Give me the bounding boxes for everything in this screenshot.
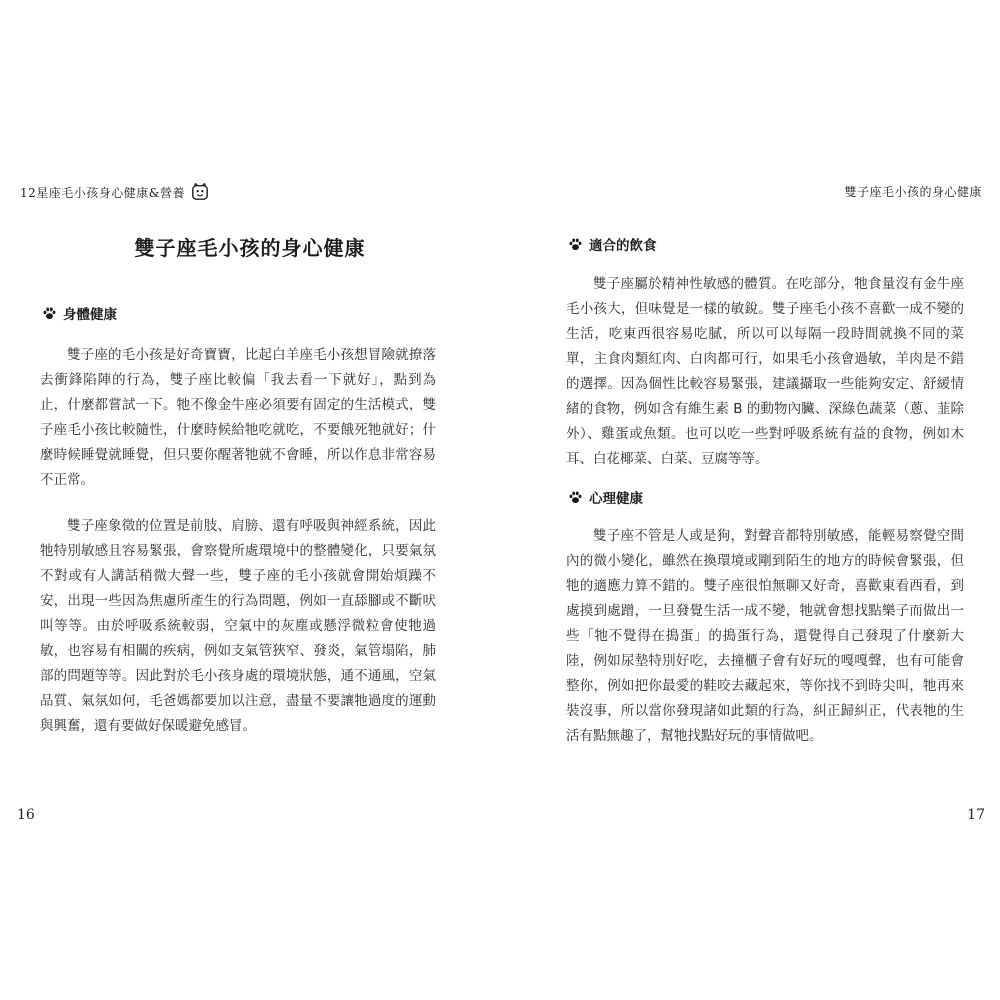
- section-heading-label: 適合的飲食: [589, 238, 657, 254]
- running-head-right: 雙子座毛小孩的身心健康: [844, 185, 982, 199]
- running-head-left: [20, 183, 209, 201]
- paw-icon: [42, 306, 57, 321]
- section-heading-label: 身體健康: [63, 307, 117, 323]
- section-heading-mental-health: [568, 487, 643, 507]
- paragraph: 雙子座不管是人或是狗，對聲音都特別敏感，能輕易察覺空間內的微小變化，雖然在換環境或剛到陌生的地方的時候會緊張，但牠的適應力算不錯的。雙子座很怕無聊又好奇，喜歡東看西看，到處摸到處蹭，一旦發覺生活一成不變，牠就會想找點樂子而做出一些「牠不覺得在搗蛋」的搗蛋行為，還覺得自己發現了什麼新大陸，例如尿墊特別好吃，去撞櫃子會有好玩的嘎嘎聲，也有可能會整你，例如把你最愛的鞋咬去藏起來，等你找不到時尖叫，牠再來裝沒事，所以當你發現諸如此類的行為，糾正歸糾正，代表牠的生活有點無趣了，幫牠找點好玩的事情做吧。: [566, 528, 964, 744]
- section-heading-body-health: [42, 303, 117, 323]
- paw-icon: [568, 490, 583, 505]
- paragraph: 雙子座象徵的位置是前肢、肩膀、還有呼吸與神經系統，因此牠特別敏感且容易緊張，會察覺所處環境中的整體變化，只要氣氛不對或有人講話稍微大聲一些，雙子座的毛小孩就會開始煩躁不安，出現一些因為焦慮所產生的行為問題，例如一直舔腳或不斷吠叫等等。由於呼吸系統較弱，空氣中的灰塵或懸浮微粒會使牠過敏，也容易有相關的疾病，例如支氣管狹窄、發炎，氣管塌陷，肺部的問題等等。因此對於毛小孩身處的環境狀態，通不通風，空氣品質、氣氛如何，毛爸媽都要加以注意，盡量不要讓牠過度的運動與興奮，還有要做好保暖避免感冒。: [40, 518, 436, 734]
- section-heading-diet: [568, 234, 657, 254]
- right-page: [500, 0, 1000, 1000]
- page-number-right: 17: [967, 807, 985, 823]
- running-head-text: 12星座毛小孩身心健康&營養: [20, 185, 185, 200]
- paragraph: 雙子座屬於精神性敏感的體質。在吃部分，牠食量沒有金牛座毛小孩大，但味覺是一樣的敏銳。雙子座毛小孩不喜歡一成不變的生活，吃東西很容易吃膩，所以可以每隔一段時間就換不同的菜單，主食肉類紅肉、白肉都可行，如果毛小孩會過敏，羊肉是不錯的選擇。因為個性比較容易緊張，建議攝取一些能夠安定、舒緩情緒的食物，例如含有維生素 B 的動物內臟、深綠色蔬菜（蔥、韮除外）、雞蛋或魚類。也可以吃一些對呼吸系統有益的食物，例如木耳、白花椰菜、白菜、豆腐等等。: [566, 276, 964, 467]
- paw-icon: [568, 237, 583, 252]
- paragraph: 雙子座的毛小孩是好奇寶寶，比起白羊座毛小孩想冒險就撩落去衝鋒陷陣的行為，雙子座比較偏「我去看一下就好」，點到為止，什麼都嘗試一下。牠不像金牛座必須要有固定的生活模式，雙子座毛小孩比較隨性，什麼時候給牠吃就吃，不要餓死牠就好；什麼時候睡覺就睡覺，但只要你醒著牠就不會睡，所以作息非常容易不正常。: [40, 347, 436, 488]
- page-number-left: 16: [17, 807, 35, 823]
- cat-face-icon: [191, 183, 209, 201]
- section-heading-label: 心理健康: [589, 491, 643, 507]
- page-title: 雙子座毛小孩的身心健康: [134, 236, 366, 260]
